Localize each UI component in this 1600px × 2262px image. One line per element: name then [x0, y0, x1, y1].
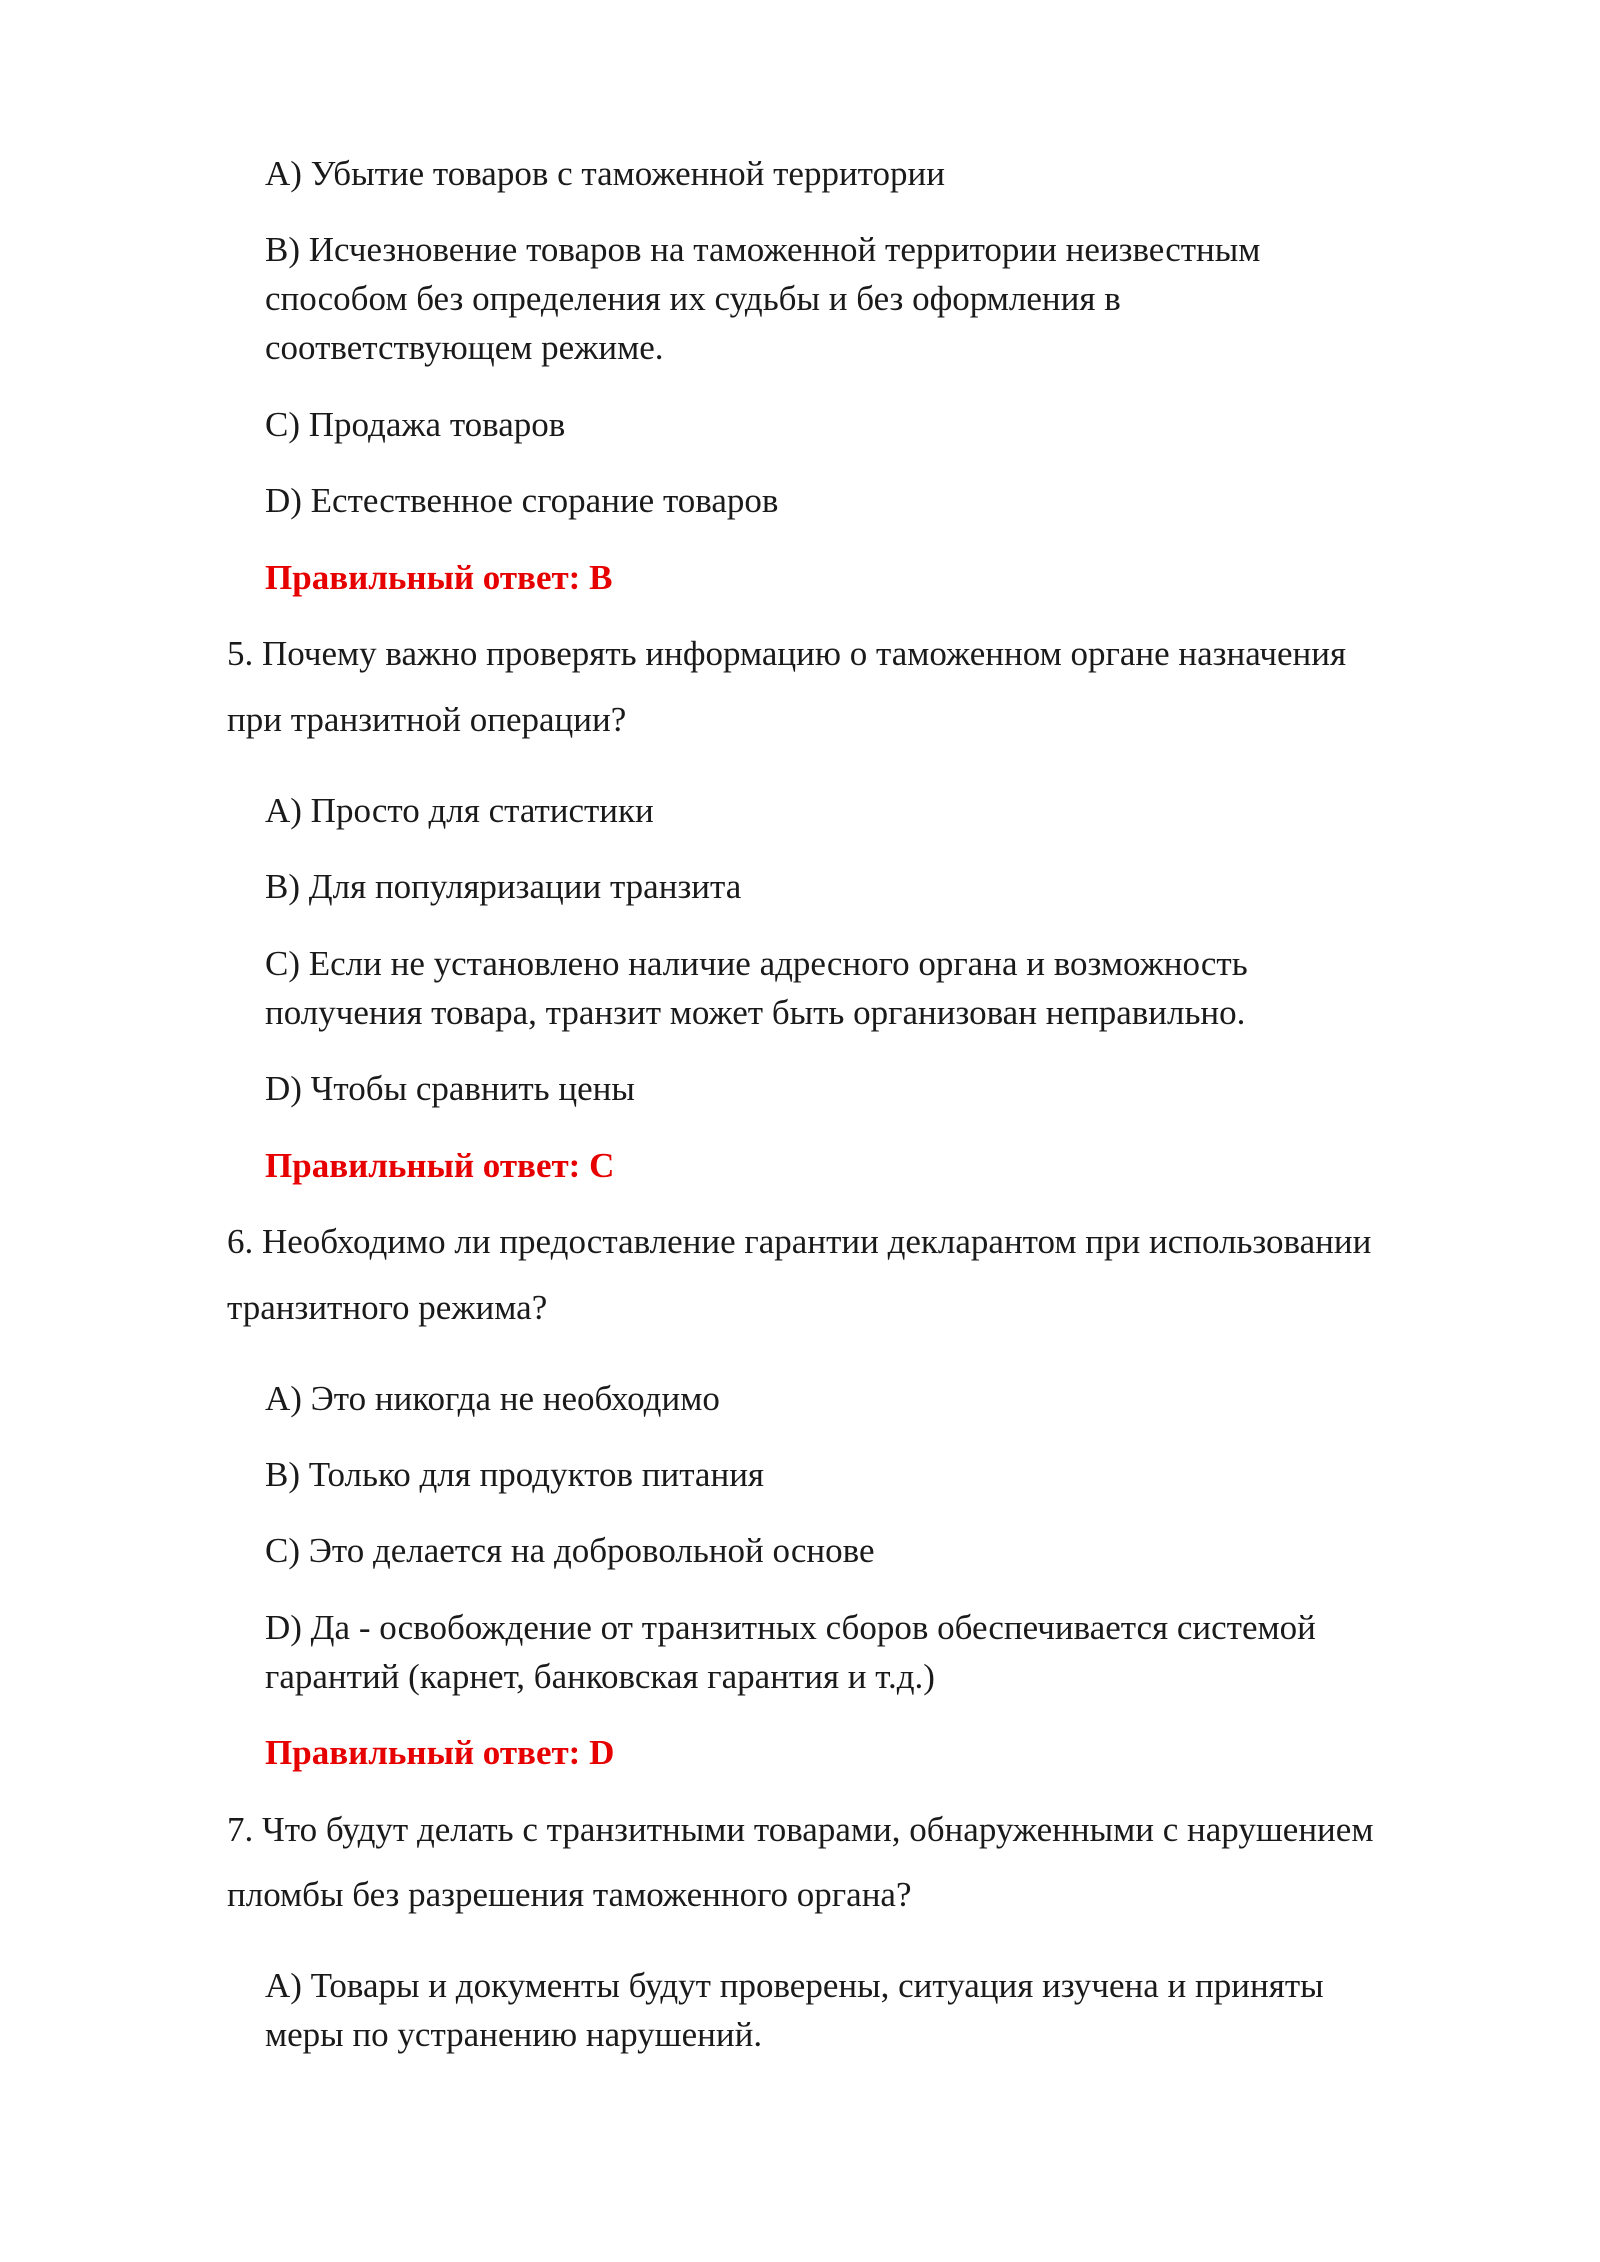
q5-option-b: B) Для популяризации транзита	[265, 867, 742, 906]
q6-question-line1: 6. Необходимо ли предоставление гарантии декларантом при использовании	[227, 1222, 1372, 1261]
q6-option-c: C) Это делается на добровольной основе	[265, 1531, 875, 1570]
q6-option-d-line1: D) Да - освобождение от транзитных сборов обеспечивается системой	[265, 1608, 1316, 1647]
q6-question-line2: транзитного режима?	[227, 1288, 548, 1327]
q4-option-b-line1: B) Исчезновение товаров на таможенной территории неизвестным	[265, 230, 1261, 269]
q4-option-d: D) Естественное сгорание товаров	[265, 481, 779, 520]
q5-option-c-line1: C) Если не установлено наличие адресного органа и возможность	[265, 944, 1248, 983]
q5-option-d: D) Чтобы сравнить цены	[265, 1069, 635, 1108]
q7-question-line1: 7. Что будут делать с транзитными товарами, обнаруженными с нарушением	[227, 1810, 1374, 1849]
q4-option-a: A) Убытие товаров с таможенной территории	[265, 154, 945, 193]
q7-option-a-line2: меры по устранению нарушений.	[265, 2015, 763, 2054]
q7-option-a-line1: A) Товары и документы будут проверены, ситуация изучена и приняты	[265, 1966, 1324, 2005]
q5-question-line1: 5. Почему важно проверять информацию о таможенном органе назначения	[227, 634, 1347, 673]
q4-option-b-line2: способом без определения их судьбы и без оформления в	[265, 279, 1121, 318]
q6-option-b: B) Только для продуктов питания	[265, 1455, 765, 1494]
q7-question-line2: пломбы без разрешения таможенного органа?	[227, 1875, 912, 1914]
q4-option-c: C) Продажа товаров	[265, 405, 566, 444]
q5-option-c-line2: получения товара, транзит может быть организован неправильно.	[265, 993, 1246, 1032]
q5-question-line2: при транзитной операции?	[227, 700, 627, 739]
q6-correct-answer: Правильный ответ: D	[265, 1733, 615, 1772]
q6-option-d-line2: гарантий (карнет, банковская гарантия и т.д.)	[265, 1657, 935, 1696]
q5-correct-answer: Правильный ответ: C	[265, 1146, 615, 1185]
q4-option-b-line3: соответствующем режиме.	[265, 328, 664, 367]
q5-option-a: A) Просто для статистики	[265, 791, 654, 830]
q6-option-a: A) Это никогда не необходимо	[265, 1379, 720, 1418]
q4-correct-answer: Правильный ответ: B	[265, 558, 613, 597]
